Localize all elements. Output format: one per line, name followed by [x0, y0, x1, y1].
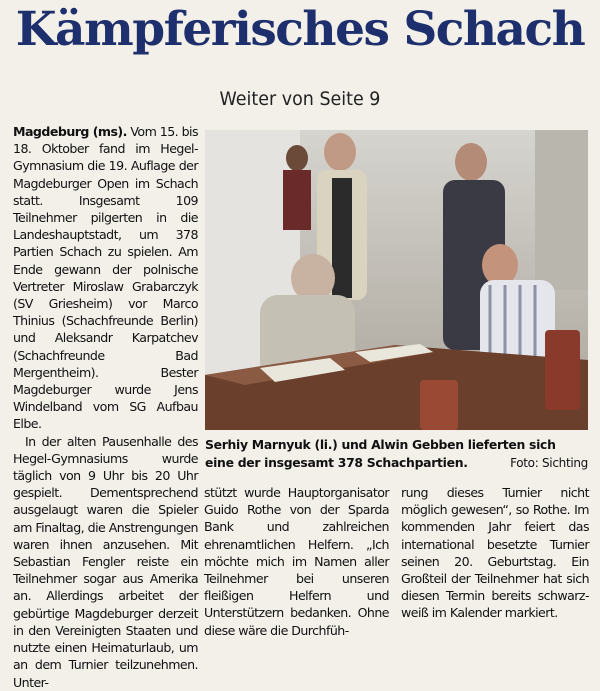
chess-players-photo	[205, 130, 588, 430]
text-column-2	[204, 484, 389, 639]
photo-credit: Foto: Sichting	[510, 456, 588, 470]
photo-caption: Serhiy Marnyuk (li.) und Alwin Gebben lieferten sich eine der insgesamt 378 Schachpartien.	[205, 437, 556, 470]
article-subhead: Weiter von Seite 9	[219, 88, 381, 110]
paragraph-intro-text: Vom 15. bis 18. Oktober fand im Hegel-Gymnasium die 19. Auflage der Magdeburger Open im Schach statt. Insgesamt 109 Teilnehmer pilgerten in die Landeshauptstadt, um 378 Partien Schach zu spielen. Am Ende gewann der polnische Vertreter Miroslaw Grabarczyk (SV Griesheim) vor Marco Thinius (Schachfreunde Berlin) und Aleksandr Karpatchev (Schachfreunde Bad Mergentheim). Bester Magdeburger wurde Jens Windelband vom SG Aufbau Elbe.	[13, 124, 199, 432]
photo-caption-block	[205, 436, 588, 472]
paragraph-col3: rung dieses Turnier nicht möglich gewesen“, so Rothe. Im kommenden Jahr feiert das international besetzte Turnier seinen 20. Geburtstag. Ein Großteil der Teilnehmer hat sich diesen Termin bereits schwarz-weiß im Kalender markiert.	[401, 485, 589, 621]
article-photo	[205, 130, 588, 430]
paragraph-intro	[13, 123, 198, 433]
article-headline: Kämpferisches Schach	[15, 2, 585, 57]
paragraph-second: In der alten Pausenhalle des Hegel-Gymnasiums wurde täglich von 9 Uhr bis 20 Uhr gespielt. Dementsprechend ausgelaugt waren die Spieler am Finaltag, die Anstrengungen waren ihnen anzusehen. Mit Sebastian Fengler reiste ein Teilnehmer sogar aus Amerika an. Allerdings arbeitet der gebürtige Magdeburger derzeit in den Vereinigten Staaten und nutzte einen Heimaturlaub, um an dem Turnier teilzunehmen. Unter-	[13, 433, 198, 690]
paragraph-col2: stützt wurde Hauptorganisator Guido Rothe von der Sparda Bank und zahlreichen ehrenamtlichen Helfern. „Ich möchte mich im Namen aller Teilnehmer bei unseren fleißigen Helfern und Unterstützern bedanken. Ohne diese wäre die Durchfüh-	[204, 485, 389, 638]
dateline: Magdeburg (ms).	[13, 124, 127, 139]
text-column-1	[13, 123, 198, 691]
text-column-3	[401, 484, 589, 622]
